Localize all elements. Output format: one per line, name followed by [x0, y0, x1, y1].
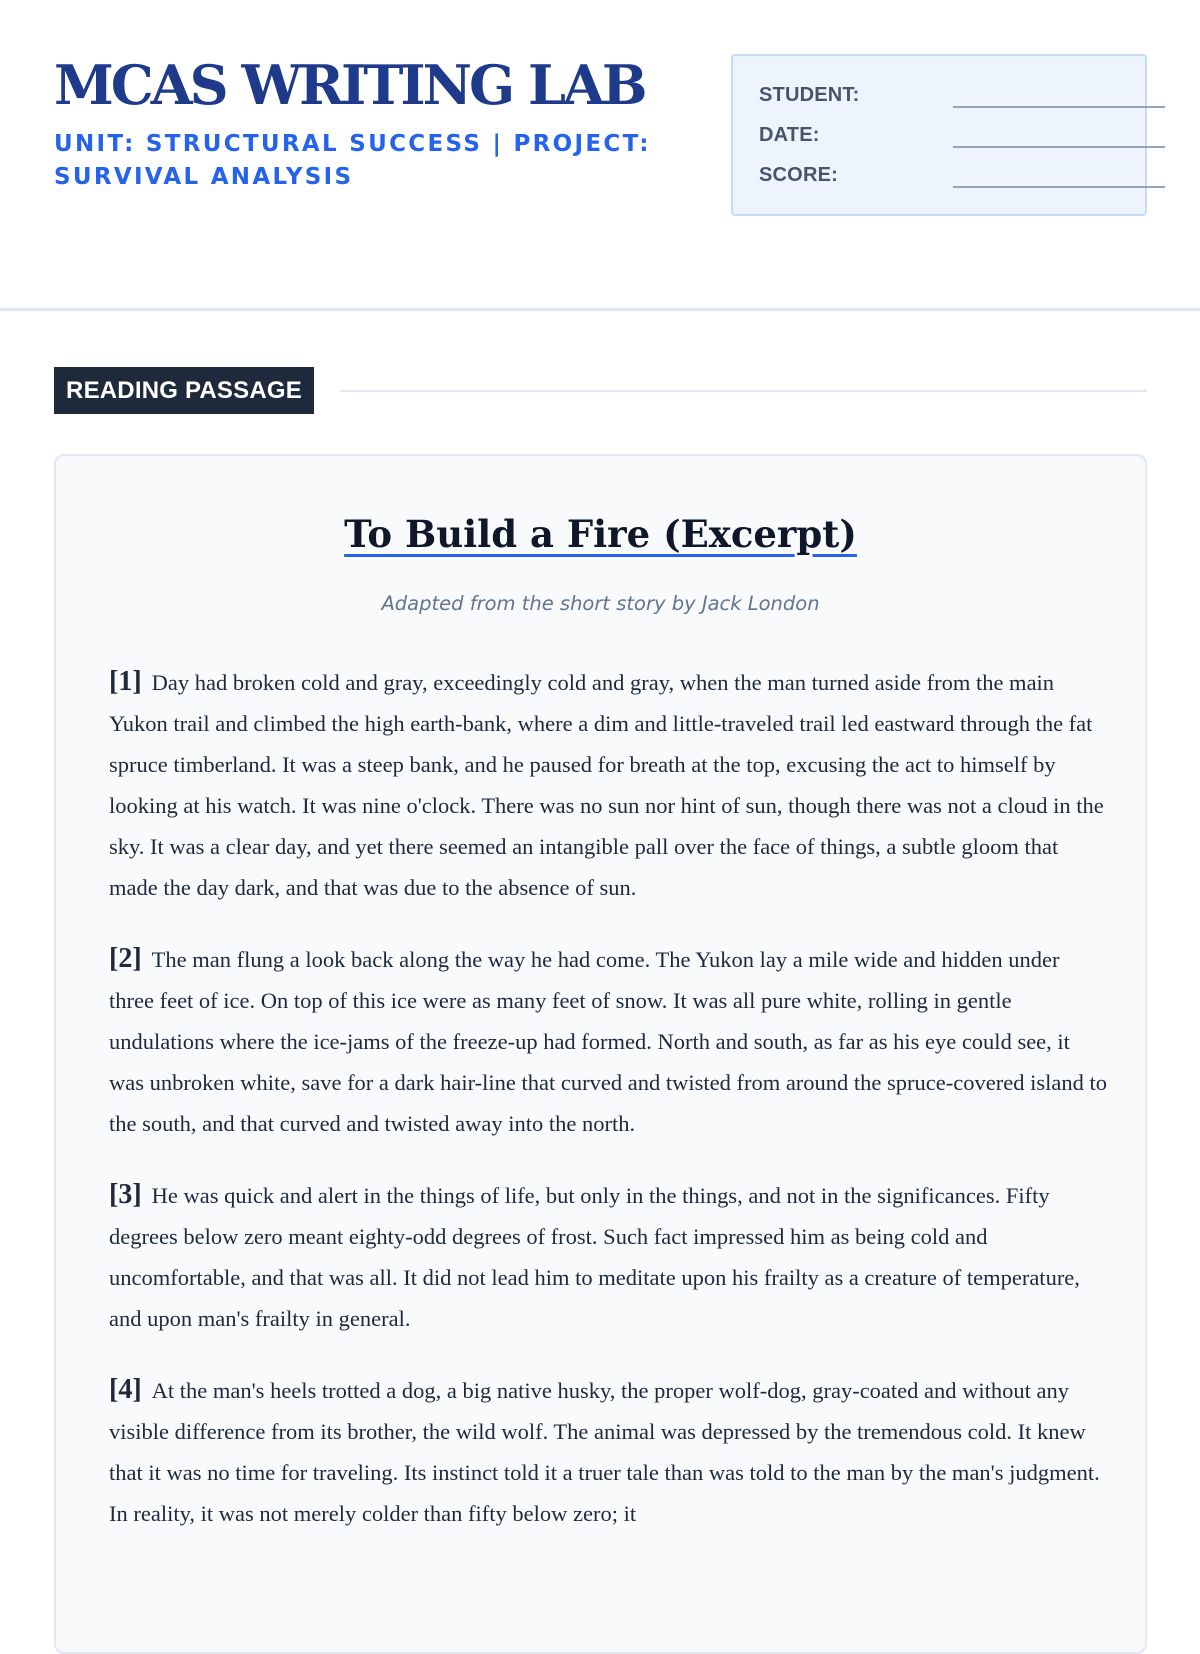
paragraph-text: At the man's heels trotted a dog, a big native husky, the proper wolf-dog, gray-coated and without any visible difference from its brother, the wild wolf. The animal was depressed by the tremendous cold. It knew that it was no time for traveling. Its instinct told it a truer tale than was told to the man by the man's judgment. In reality, it was not merely colder than fifty below zero; it: [109, 1378, 1100, 1526]
paragraph-number: [1]: [109, 666, 142, 697]
lab-title: MCAS WRITING LAB: [54, 53, 645, 117]
paragraph-text: He was quick and alert in the things of life, but only in the things, and not in the significances. Fifty degrees below zero meant eighty-odd degrees of frost. Such fact impressed him as being cold and uncomfortable, and that was all. It did not lead him to meditate upon his frailty as a creature of temperature, and upon man's frailty in general.: [109, 1183, 1080, 1331]
paragraph-number: [2]: [109, 943, 142, 974]
score-label: SCORE:: [759, 164, 838, 186]
paragraph: [109, 938, 1109, 1144]
paragraph-number: [4]: [109, 1374, 142, 1405]
student-label: STUDENT:: [759, 84, 860, 106]
score-field[interactable]: [953, 186, 1165, 188]
section-header: [54, 367, 1147, 415]
paragraph: [109, 1174, 1109, 1339]
paragraph-text: Day had broken cold and gray, exceedingly cold and gray, when the man turned aside from the main Yukon trail and climbed the high earth-bank, where a dim and little-traveled trail led eastward through the fat spruce timberland. It was a steep bank, and he paused for breath at the top, excusing the act to himself by looking at his watch. It was nine o'clock. There was no sun nor hint of sun, though there was not a cloud in the sky. It was a clear day, and yet there seemed an intangible pall over the face of things, a subtle gloom that made the day dark, and that was due to the absence of sun.: [109, 670, 1104, 900]
passage-title-text: To Build a Fire (Excerpt): [344, 512, 857, 556]
reading-passage-card: [54, 454, 1147, 1654]
page-header: [0, 0, 1200, 311]
section-divider: [340, 390, 1147, 392]
passage-title: [56, 512, 1145, 556]
paragraph-number: [3]: [109, 1179, 142, 1210]
unit-subtitle: UNIT: STRUCTURAL SUCCESS | PROJECT: SURVIVAL ANALYSIS: [54, 131, 651, 190]
paragraph-text: The man flung a look back along the way he had come. The Yukon lay a mile wide and hidden under three feet of ice. On top of this ice were as many feet of snow. It was all pure white, rolling in gentle undulations where the ice-jams of the freeze-up had formed. North and south, as far as his eye could see, it was unbroken white, save for a dark hair-line that curved and twisted from around the spruce-covered island to the south, and that curved and twisted away into the north.: [109, 947, 1107, 1136]
score-row: [759, 136, 1179, 186]
date-label: DATE:: [759, 124, 820, 146]
passage-body: [109, 661, 1109, 1564]
student-info-box: [731, 54, 1147, 216]
paragraph: [109, 661, 1109, 908]
student-row: [759, 56, 1179, 106]
section-label: READING PASSAGE: [54, 367, 314, 414]
paragraph: [109, 1369, 1109, 1534]
passage-source: Adapted from the short story by Jack London: [381, 592, 820, 615]
date-row: [759, 96, 1179, 146]
